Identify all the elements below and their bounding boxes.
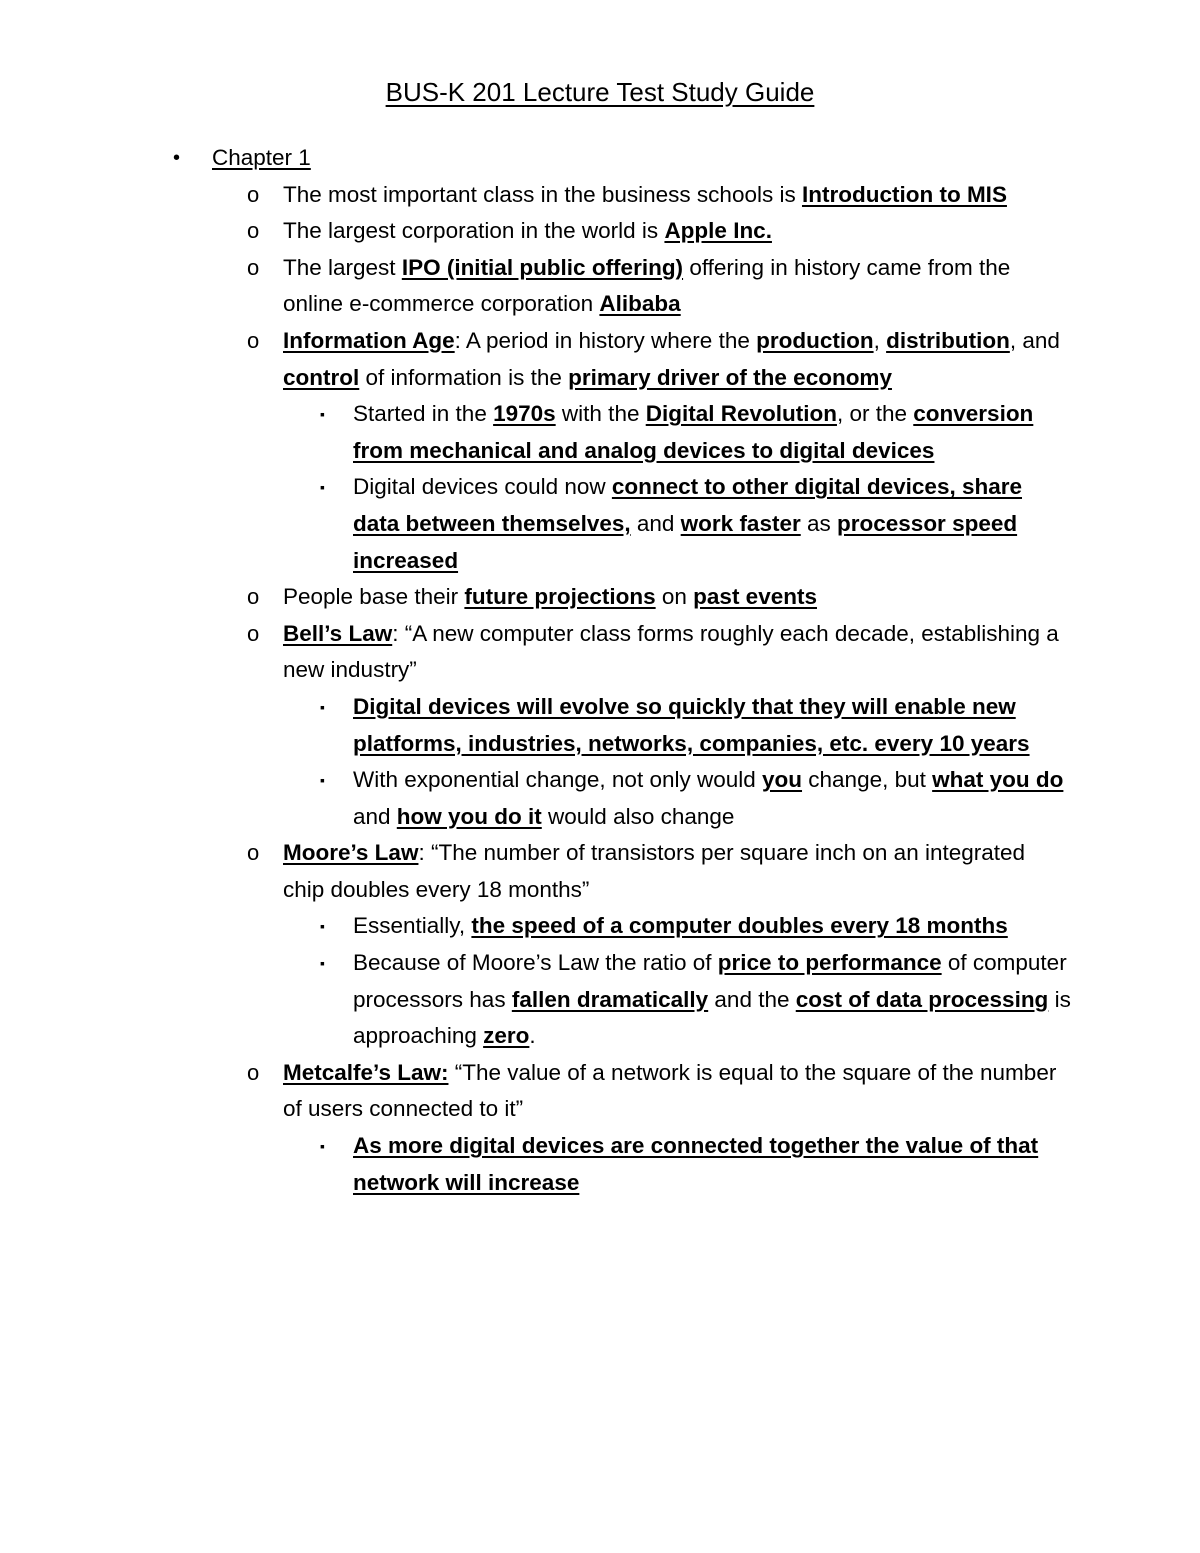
text: , and	[1009, 327, 1060, 353]
text: The most important class in the business schools is	[283, 181, 802, 207]
key-term: past events	[693, 584, 817, 610]
sub-item-exponential-change	[0, 762, 1073, 835]
chapter-heading: Chapter 1	[212, 145, 311, 170]
list-item-mis	[0, 177, 1063, 214]
circle-bullet-icon: o	[247, 620, 260, 646]
key-term: production	[756, 327, 874, 353]
square-bullet-icon: ▪	[320, 479, 325, 496]
key-term: Digital devices will evolve so quickly that they will enable new platforms, industries, networks, companies, etc. every 10 years	[353, 693, 1030, 756]
text: Digital devices could now	[353, 474, 612, 500]
text: Because of Moore’s Law the ratio of	[353, 950, 718, 976]
chapter-heading-item	[0, 140, 1042, 177]
square-bullet-icon: ▪	[320, 918, 325, 935]
list-item-metcalfes-law	[0, 1055, 1063, 1128]
text: “The value of a network is equal to the square of the number of users connected to it”	[283, 1059, 1057, 1122]
key-term: 1970s	[493, 401, 556, 427]
sub-item-price-performance	[0, 945, 1073, 1055]
text: Essentially,	[353, 913, 472, 939]
list-item-moores-law	[0, 835, 1063, 908]
circle-bullet-icon: o	[247, 218, 260, 244]
text: ,	[873, 327, 887, 353]
square-bullet-icon: ▪	[320, 1138, 325, 1155]
text: : “The number of transistors per square inch on an integrated chip doubles every 18 months”	[283, 840, 1026, 902]
text: and	[630, 510, 681, 536]
square-bullet-icon: ▪	[320, 772, 325, 789]
key-term: control	[283, 364, 360, 390]
circle-bullet-icon: o	[247, 1059, 260, 1085]
key-term: IPO (initial public offering)	[401, 254, 684, 280]
text: of information is the	[359, 364, 569, 390]
circle-bullet-icon: o	[247, 181, 260, 207]
text: With exponential change, not only would	[353, 767, 763, 793]
circle-bullet-icon: o	[247, 584, 260, 610]
key-term: Moore’s Law	[283, 840, 419, 866]
square-bullet-icon: ▪	[320, 955, 325, 972]
key-term: cost of data processing	[795, 986, 1049, 1012]
circle-bullet-icon: o	[247, 840, 260, 866]
text: : “A new computer class forms roughly each decade, establishing a new industry”	[283, 620, 1059, 683]
sub-item-network-value	[0, 1128, 1073, 1201]
key-term: price to performance	[717, 950, 942, 976]
square-bullet-icon: ▪	[320, 698, 325, 715]
text: Started in the	[353, 401, 494, 427]
page-title: BUS-K 201 Lecture Test Study Guide	[385, 77, 815, 107]
list-item-information-age	[0, 323, 1063, 396]
key-term: future projections	[464, 584, 656, 610]
text: on	[655, 584, 694, 610]
text: is approaching	[353, 986, 1071, 1049]
key-term: primary driver of the economy	[568, 364, 892, 390]
text: .	[529, 1023, 536, 1049]
key-term: what you do	[932, 767, 1064, 793]
text: with the	[555, 401, 646, 427]
key-term: work faster	[680, 510, 801, 536]
key-term: fallen dramatically	[511, 986, 709, 1012]
list-item-ipo	[0, 250, 1063, 323]
key-term: conversion from mechanical and analog devices to digital devices	[353, 401, 1034, 463]
outline-list	[0, 140, 1200, 1201]
list-item-bells-law	[0, 616, 1063, 689]
bullet-icon: •	[173, 147, 181, 169]
key-term: how you do it	[396, 803, 542, 829]
key-term: distribution	[886, 327, 1010, 353]
key-term: Information Age	[283, 327, 455, 353]
text: The largest	[283, 254, 402, 280]
text: , or the	[836, 401, 914, 427]
text: and	[353, 803, 397, 829]
sub-item-speed-doubles	[0, 908, 1073, 945]
text: would also change	[541, 803, 735, 829]
key-term: connect to other digital devices, share data between themselves,	[353, 474, 1022, 536]
key-term: Apple Inc.	[664, 218, 772, 244]
text: People base their	[283, 584, 465, 610]
circle-bullet-icon: o	[247, 327, 260, 353]
text: offering in history came from the online e-commerce corporation	[283, 254, 1011, 317]
key-term: Alibaba	[599, 291, 681, 317]
text: The largest corporation in the world is	[283, 218, 665, 244]
key-term: Bell’s Law	[283, 620, 393, 646]
text: : A period in history where the	[454, 327, 757, 353]
sub-item-digital-devices	[0, 469, 1073, 579]
key-term: you	[762, 767, 803, 793]
key-term: Metcalfe’s Law:	[283, 1059, 449, 1085]
text: of computer processors has	[353, 950, 1067, 1012]
sub-item-1970s	[0, 396, 1073, 469]
sub-item-evolve	[0, 689, 1073, 762]
text: as	[800, 510, 838, 536]
text: change, but	[802, 767, 933, 793]
key-term: the speed of a computer doubles every 18 months	[471, 913, 1008, 939]
text: and the	[708, 986, 796, 1012]
key-term: As more digital devices are connected together the value of that network will increase	[353, 1133, 1039, 1195]
list-item-largest-corporation	[0, 213, 1063, 250]
key-term: processor speed increased	[353, 510, 1018, 573]
key-term: Digital Revolution	[645, 401, 837, 427]
key-term: zero	[483, 1023, 530, 1049]
key-term: Introduction to MIS	[801, 181, 1007, 207]
list-item-projections	[0, 579, 1063, 616]
square-bullet-icon: ▪	[320, 406, 325, 423]
circle-bullet-icon: o	[247, 254, 260, 280]
